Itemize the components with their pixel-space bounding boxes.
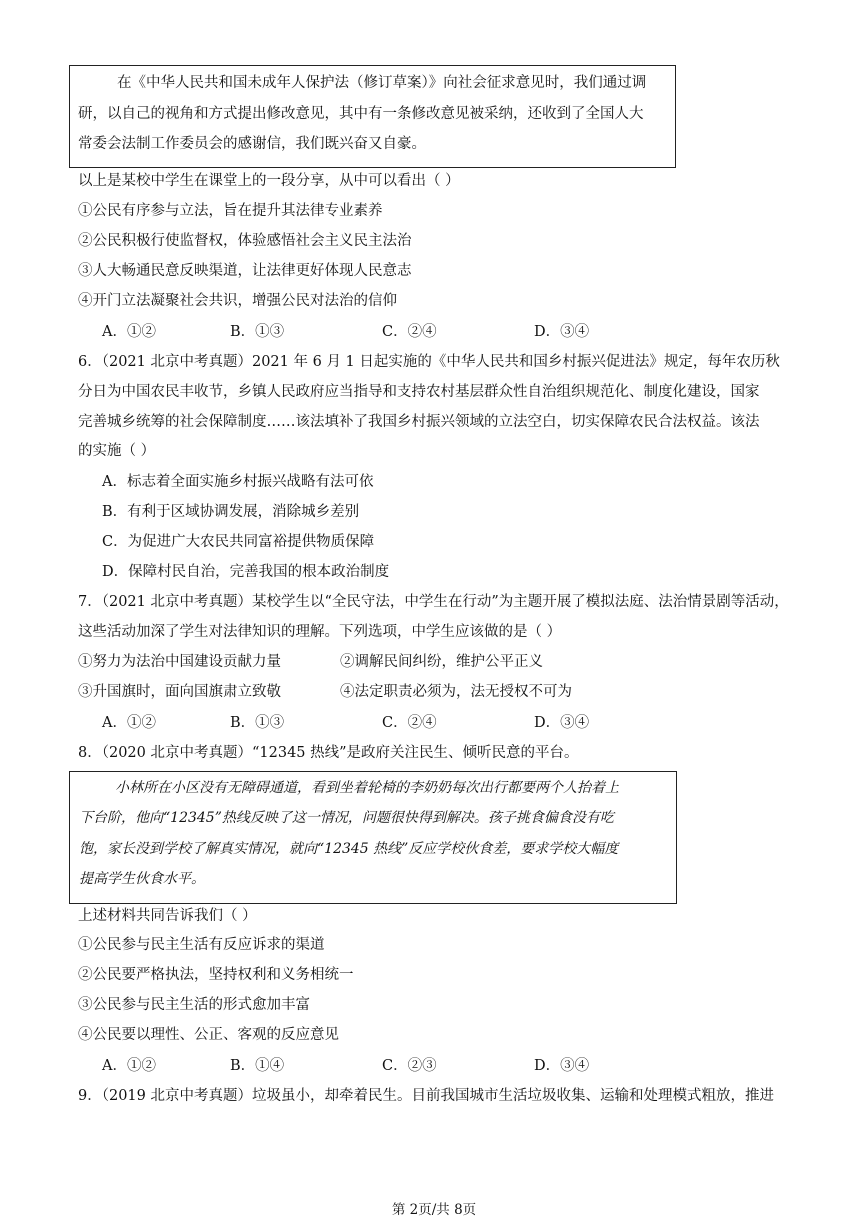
- q5-option-a: A．①②: [102, 324, 156, 340]
- q5-stem: 以上是某校中学生在课堂上的一段分享，从中可以看出（ ）: [78, 173, 460, 189]
- q8-item-2: ②公民要严格执法，坚持权利和义务相统一: [78, 967, 354, 983]
- box2-line-2: 下台阶，他向“12345”热线反映了这一情况，问题很快得到解决。孩子挑食偏食没有吃: [79, 810, 614, 826]
- q8-option-b: B．①④: [230, 1058, 285, 1074]
- q6-option-c: C．为促进广大农民共同富裕提供物质保障: [102, 534, 375, 550]
- q5-option-d: D．③④: [534, 324, 590, 340]
- q6-line-3: 完善城乡统筹的社会保障制度……该法填补了我国乡村振兴领域的立法空白，切实保障农民合法权益。该法: [78, 414, 760, 430]
- q6-line-4: 的实施（ ）: [78, 443, 156, 459]
- box2-line-3: 饱，家长没到学校了解真实情况，就向“12345 热线”反应学校伙食差，要求学校大幅度: [79, 841, 619, 857]
- box1-line-1: 在《中华人民共和国未成年人保护法（修订草案）》向社会征求意见时，我们通过调: [117, 75, 647, 91]
- q7-item-4: ④法定职责必须为，法无授权不可为: [340, 684, 572, 700]
- q7-option-c: C．②④: [382, 715, 437, 731]
- q8-option-a: A．①②: [102, 1058, 156, 1074]
- page-number: 第 2页/共 8页: [391, 1202, 477, 1218]
- q5-option-c: C．②④: [382, 324, 437, 340]
- q5-item-1: ①公民有序参与立法，旨在提升其法律专业素养: [78, 203, 383, 219]
- box2-line-4: 提高学生伙食水平。: [79, 871, 205, 887]
- q7-line-2: 这些活动加深了学生对法律知识的理解。下列选项，中学生应该做的是（ ）: [78, 624, 562, 640]
- q6-line-1: 6．（2021 北京中考真题）2021 年 6 月 1 日起实施的《中华人民共和国乡村振兴促进法》规定，每年农历秋: [78, 354, 780, 370]
- q7-option-d: D．③④: [534, 715, 590, 731]
- q7-item-1: ①努力为法治中国建设贡献力量: [78, 654, 281, 670]
- q7-option-b: B．①③: [230, 715, 285, 731]
- q6-option-d: D．保障村民自治，完善我国的根本政治制度: [102, 564, 390, 580]
- q5-item-2: ②公民积极行使监督权，体验感悟社会主义民主法治: [78, 233, 412, 249]
- q8-question: 上述材料共同告诉我们（ ）: [78, 908, 257, 924]
- q7-item-2: ②调解民间纠纷，维护公平正义: [340, 654, 543, 670]
- q8-item-4: ④公民要以理性、公正、客观的反应意见: [78, 1027, 339, 1043]
- q8-option-d: D．③④: [534, 1058, 590, 1074]
- q7-line-1: 7．（2021 北京中考真题）某校学生以“全民守法，中学生在行动”为主题开展了模拟法庭、法治情景剧等活动，: [78, 594, 789, 610]
- q6-option-a: A．标志着全面实施乡村振兴战略有法可依: [102, 474, 374, 490]
- box2-line-1: 小林所在小区没有无障碍通道，看到坐着轮椅的李奶奶每次出行都要两个人抬着上: [115, 780, 619, 796]
- q5-item-3: ③人大畅通民意反映渠道，让法律更好体现人民意志: [78, 263, 412, 279]
- q5-item-4: ④开门立法凝聚社会共识，增强公民对法治的信仰: [78, 293, 397, 309]
- q8-item-1: ①公民参与民主生活有反应诉求的渠道: [78, 937, 325, 953]
- q9-stem: 9．（2019 北京中考真题）垃圾虽小，却牵着民生。目前我国城市生活垃圾收集、运输和处理模式粗放，推进: [78, 1088, 774, 1104]
- q6-line-2: 分日为中国农民丰收节，乡镇人民政府应当指导和支持农村基层群众性自治组织规范化、制度化建设，国家: [78, 384, 760, 400]
- q8-stem: 8．（2020 北京中考真题）“12345 热线”是政府关注民生、倾听民意的平台。: [78, 745, 579, 761]
- box1-line-3: 常委会法制工作委员会的感谢信，我们既兴奋又自豪。: [78, 136, 426, 152]
- q8-item-3: ③公民参与民主生活的形式愈加丰富: [78, 997, 310, 1013]
- q7-item-3: ③升国旗时，面向国旗肃立致敬: [78, 684, 281, 700]
- q7-option-a: A．①②: [102, 715, 156, 731]
- q5-option-b: B．①③: [230, 324, 285, 340]
- box1-line-2: 研，以自己的视角和方式提出修改意见，其中有一条修改意见被采纳，还收到了全国人大: [78, 106, 644, 122]
- q8-option-c: C．②③: [382, 1058, 437, 1074]
- q6-option-b: B．有利于区域协调发展，消除城乡差别: [102, 504, 360, 520]
